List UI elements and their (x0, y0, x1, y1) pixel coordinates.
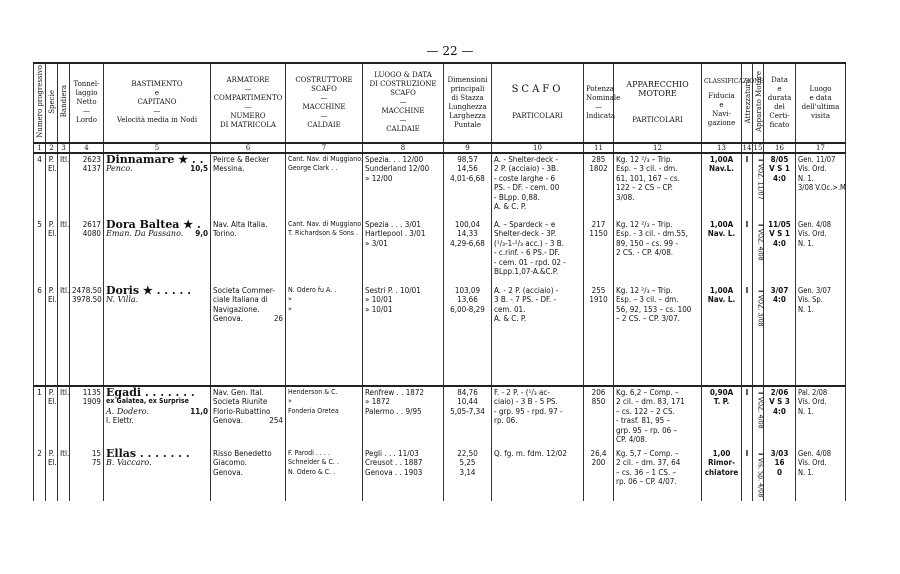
table-row (34, 448, 846, 501)
row-bastimento (104, 386, 211, 448)
row-armatore: Risso Benedetto Giacomo. Genova. (211, 448, 286, 501)
apparato-value: I (756, 453, 765, 456)
header-attrezzatura: Attrezzatura (742, 63, 753, 143)
header-line: — (153, 107, 161, 116)
column-number: 10 (492, 143, 584, 153)
row-potenza: 285 1802 (584, 153, 614, 219)
header-line: Velocità media in Nodi (116, 116, 198, 125)
header-line: — (399, 98, 407, 107)
header-line: — (595, 102, 602, 111)
row-luogo-data: Pegli . . . 11/03 Creusot . . 1887 Genova . . 1903 (363, 448, 444, 501)
captain-name: Eman. Da Passano. (106, 229, 184, 239)
ship-register-table (33, 62, 846, 501)
table-row (34, 386, 846, 448)
row-motore-particolari: Kg. 5,7 – Comp. – 2 cil. – dm. 37, 64 – cs. 36 – 1 CS. – rp. 06 – CP. 4/07. (614, 448, 702, 501)
header-bastimento (104, 63, 211, 143)
header-line: SCAFO (390, 89, 416, 98)
header-line: ficato (769, 120, 790, 129)
captain-name: B. Vaccaro. (106, 458, 152, 468)
row-attrezzatura: I (742, 448, 753, 501)
electrician: I. Elettr. (106, 416, 134, 426)
apparato-value: I (756, 159, 765, 162)
column-number: 11 (584, 143, 614, 153)
row-dimensioni: 22,50 5,25 3,14 (444, 448, 492, 501)
header-line: Netto (76, 98, 97, 107)
row-potenza: 26,4 200 (584, 448, 614, 501)
row-dimensioni: 98,57 14,56 4,01-6,68 (444, 153, 492, 219)
row-motore-particolari: Kg. 12 ²/₃ – Trip. Esp. - 3 cil. - dm.55, 89, 150 – cs. 99 - 2 CS. - CP. 4/08. (614, 219, 702, 285)
header-line: — (244, 102, 252, 111)
row-data-certificato: 3/07 4:0 (764, 285, 796, 385)
table-row (34, 219, 846, 285)
header-armatore (211, 63, 286, 143)
header-line: — (320, 111, 328, 120)
row-apparato-motore (753, 386, 764, 448)
row-bandiera: Itl. (58, 153, 70, 219)
row-luogo-data: Renfrew . . 1872 » 1872 Palermo . . 9/95 (363, 386, 444, 448)
column-number: 8 (363, 143, 444, 153)
row-data-certificato: 3/03 16 0 (764, 448, 796, 501)
ship-name: Dora Baltea ★ . (106, 217, 201, 231)
row-luogo-data: Spezia . . . 3/01 Hartlepool . 3/01 » 3/01 (363, 219, 444, 285)
row-apparato-motore (753, 153, 764, 219)
header-line: Fiducia (708, 92, 735, 101)
captain-name: Penco. (106, 164, 133, 174)
apparato-value: I (756, 392, 765, 395)
row-scafo-particolari: Q. fg. m. fdm. 12/02 (492, 448, 584, 501)
header-line: CALDAIE (307, 120, 341, 129)
row-data-certificato: 2/06 V S 3 4:0 (764, 386, 796, 448)
header-line: — (244, 84, 252, 93)
table-row (34, 285, 846, 385)
header-line: Indicata (586, 111, 616, 120)
row-number: 2 (34, 448, 46, 501)
column-number: 13 (702, 143, 742, 153)
row-armatore: Peirce & Becker Messina. (211, 153, 286, 219)
header-costruttore (286, 63, 363, 143)
header-potenza (584, 63, 621, 143)
column-number: 14 (742, 143, 752, 152)
captain-name: N. Villa. (106, 295, 139, 305)
header-line: NUMERO (230, 111, 266, 120)
ship-name: Dinnamare ★ . . (106, 152, 204, 166)
header-line: Nominale (586, 93, 621, 102)
row-attrezzatura: I (742, 219, 753, 285)
header-line: Certi- (769, 111, 790, 120)
ship-name: Doris ★ . . . . . (106, 283, 192, 297)
row-attrezzatura: I (742, 285, 753, 385)
header-progressivo: Numero progressivo (34, 63, 46, 143)
row-motore-particolari: Kg. 12 ²/₃ – Trip. Esp. – 3 cil. - dm. 61, 101, 167 – cs. 122 – 2 CS – CP. 3/08. (614, 153, 702, 219)
header-line: — (399, 116, 407, 125)
row-luogo-visita: Gen. 4/08 Vis. Ord. N. 1. (796, 448, 846, 501)
column-number: 12 (614, 143, 702, 153)
header-line: COMPARTIMENTO (213, 93, 283, 102)
visit-note-vertical: VOZ. 4/08 (756, 397, 765, 429)
row-costruttore: F. Parodi . . . . Schneider & C. . N. Odero & C. . (286, 448, 363, 501)
row-scafo-particolari: A. - 2 P. (acciaio) - 3 B. - 7 PS. - DF. - cem. 01. A. & C. P. (492, 285, 584, 385)
row-scafo-particolari: A. – Spardeck – e Shelter-deck - 3P. (¹/₃-1-²/₃ acc.) - 3 B. - c.rinf. - 6 PS.- DF. - cem. 01 - rpd. 02 - BLpp.1,07-A.&C.P. (492, 219, 584, 285)
header-line: MACCHINE (381, 107, 425, 116)
row-attrezzatura: I (742, 386, 753, 448)
row-fiducia: 1,00 Rimor- chiatore (702, 448, 742, 501)
row-data-certificato: 11/05 V S 1 4:0 (764, 219, 796, 285)
visit-note-vertical: VOZ. 11/07 (756, 164, 765, 200)
header-line: dell'ultima (801, 102, 840, 111)
row-tonnellaggio: 2623 4137 (70, 153, 104, 219)
row-luogo-data: Spezia. . . 12/00 Sunderland 12/00 » 12/00 (363, 153, 444, 219)
row-tonnellaggio: 2617 4080 (70, 219, 104, 285)
header-dimensioni (444, 63, 492, 143)
row-apparato-motore (753, 448, 764, 501)
header-line: Lordo (76, 116, 97, 125)
apparato-value: I (756, 290, 765, 293)
header-line: Lunghezza (448, 102, 487, 111)
column-number: 6 (211, 143, 286, 153)
row-armatore: Societa Commer- ciale Italiana di Navigazione. 26 Genova. (211, 285, 286, 385)
header-line: BASTIMENTO (131, 80, 183, 89)
header-apparato-motore: Apparato Motore (753, 63, 764, 143)
row-potenza: 217 1150 (584, 219, 614, 285)
row-costruttore: N. Odero fu A. . » » (286, 285, 363, 385)
column-number: 5 (104, 143, 211, 153)
header-line: CALDAIE (386, 125, 420, 134)
header-specie: Specie (46, 63, 58, 143)
column-number: 17 (796, 143, 846, 153)
header-data-certificato (764, 63, 796, 143)
header-line: Navi- (712, 110, 731, 119)
header-line: e (154, 89, 160, 98)
header-line: DI COSTRUZIONE (369, 80, 437, 89)
header-luogo-data (363, 63, 444, 143)
row-tonnellaggio: 15 75 (70, 448, 104, 501)
header-line: MACCHINE (302, 102, 346, 111)
row-luogo-visita: Gen. 3/07 Vis. Sp. N. 1. (796, 285, 846, 385)
row-luogo-visita: Gen. 4/08 Vis. Ord. N. 1. (796, 219, 846, 285)
column-number: 3 (58, 143, 70, 153)
column-number: 2 (46, 143, 58, 153)
header-line: Luogo (809, 84, 832, 93)
row-luogo-data: Sestri P. . 10/01 » 10/01 » 10/01 (363, 285, 444, 385)
speed-knots: 9,0 (195, 229, 208, 239)
header-line: Data (771, 75, 788, 84)
visit-note-vertical: Vis. Sp. 4/08 (756, 458, 765, 498)
row-apparato-motore (753, 285, 764, 385)
row-fiducia: 1,00A Nav. L. (702, 285, 742, 385)
captain-name: A. Dodero. (106, 406, 149, 416)
captain-line (106, 407, 208, 417)
header-line: — (83, 107, 90, 116)
speed-knots: 10,5 (190, 164, 208, 174)
header-scafo-particolari: SCAFO PARTICOLARI (492, 63, 584, 143)
row-bastimento (104, 285, 211, 385)
header-line: Potenza (586, 84, 614, 93)
row-bastimento (104, 153, 211, 219)
page-number: — 22 — (426, 44, 474, 58)
header-line: DI MATRICOLA (220, 120, 276, 129)
column-number: 15 (753, 143, 763, 152)
ship-name: Egadi . . . . . . . (106, 385, 195, 399)
row-number: 6 (34, 285, 46, 385)
header-tonnellaggio (70, 63, 104, 143)
header-line: laggio (75, 89, 98, 98)
row-tonnellaggio: 2478.50 3978.50 (70, 285, 104, 385)
row-costruttore: Cant. Nav. di Muggiano. George Clark . . (286, 153, 363, 219)
row-fiducia: 1,00A Nav. L. (702, 219, 742, 285)
header-line: e (719, 101, 724, 110)
visit-note-vertical: VOZ. 4/08 (756, 229, 765, 261)
header-line: e data (809, 93, 832, 102)
header-line: — (320, 93, 328, 102)
row-scafo-particolari: A. - Shelter-deck - 2 P. (acciaio) - 3B. - coste larghe - 6 PS. - DF. - cem. 00 - BLpp. 0,88. A. & C. P. (492, 153, 584, 219)
row-fiducia: 1,00A Nav.L. (702, 153, 742, 219)
row-dimensioni: 84,76 10,44 5,05-7,34 (444, 386, 492, 448)
apparato-value: I (756, 224, 765, 227)
header-line: CAPITANO (137, 98, 177, 107)
header-luogo-visita (796, 63, 846, 143)
table-row (34, 153, 846, 219)
row-number: 5 (34, 219, 46, 285)
header-line: Larghezza (449, 111, 486, 120)
row-data-certificato: 8/05 V S 1 4:0 (764, 153, 796, 219)
header-line: Puntale (453, 120, 482, 129)
column-number: 1 (34, 143, 46, 153)
row-dimensioni: 103,09 13,66 6,00-8,29 (444, 285, 492, 385)
header-line: visita (810, 111, 830, 120)
header-line: durata (767, 93, 792, 102)
visit-note-vertical: VOZ. 3/08 (756, 295, 765, 327)
row-bandiera: Itl. (58, 448, 70, 501)
column-number: 16 (764, 143, 796, 153)
row-motore-particolari: Kg. 12 ²/₃ – Trip. Esp. – 3 cil. – dm. 56, 92, 153 – cs. 100 – 2 CS. – CP. 3/07. (614, 285, 702, 385)
row-tonnellaggio: 1135 1909 (70, 386, 104, 448)
header-line: del (774, 102, 785, 111)
header-bandiera: Bandiera (58, 63, 70, 143)
row-luogo-visita: Pal. 2/08 Vis. Ord. N. 1. (796, 386, 846, 448)
header-line: e (777, 84, 782, 93)
row-luogo-visita: Gen. 11/07 Vis. Ord. N. 1. 3/08 V.Oc.>.M (796, 153, 846, 219)
header-line: Tonnel- (73, 80, 100, 89)
column-number: 4 (70, 143, 104, 153)
header-line: Dimensioni (447, 75, 488, 84)
row-bastimento (104, 219, 211, 285)
header-motore-particolari: APPARECCHIO MOTORE PARTICOLARI (614, 63, 702, 143)
row-armatore: Nav. Gen. Ital. Societa Riunite Florio-Rubattino 254 Genova. (211, 386, 286, 448)
header-line: principali (450, 84, 485, 93)
row-specie: P. El. (46, 386, 58, 448)
row-specie: P. El. (46, 448, 58, 501)
row-armatore: Nav. Alta Italia. Torino. (211, 219, 286, 285)
header-line: gazione (707, 119, 736, 128)
row-bastimento (104, 448, 211, 501)
row-bandiera: Itl. (58, 386, 70, 448)
header-line: di Stazza (451, 93, 484, 102)
row-bandiera: Itl. (58, 285, 70, 385)
row-attrezzatura: I (742, 153, 753, 219)
row-apparato-motore (753, 219, 764, 285)
column-number: 7 (286, 143, 363, 153)
header-line: COSTRUTTORE (295, 75, 353, 84)
row-potenza: 255 1910 (584, 285, 614, 385)
header-line: ARMATORE (226, 75, 270, 84)
row-bandiera: Itl. (58, 219, 70, 285)
row-costruttore: Cant. Nav. di Muggiano T. Richardson & Sons . (286, 219, 363, 285)
ship-name: Ellas . . . . . . . (106, 446, 190, 460)
row-number: 4 (34, 153, 46, 219)
row-specie: P. El. (46, 153, 58, 219)
row-costruttore: Henderson & C. » Fonderia Oretea (286, 386, 363, 448)
row-potenza: 206 850 (584, 386, 614, 448)
row-fiducia: 0,90A T. P. (702, 386, 742, 448)
header-line: LUOGO & DATA (374, 71, 432, 80)
row-specie: P. El. (46, 219, 58, 285)
row-number: 1 (34, 386, 46, 448)
row-scafo-particolari: F. - 2 P. - (¹/₃ ac- ciaio) - 3 B - 5 PS. - grp. 95 - rpd. 97 - rp. 06. (492, 386, 584, 448)
row-specie: P. El. (46, 285, 58, 385)
ship-former-names: ex Galatea, ex Surprise (106, 397, 189, 406)
column-number: 9 (444, 143, 492, 153)
header-column-numbers (34, 143, 846, 153)
row-motore-particolari: Kg. 6,2 – Comp. – 2 cil. – dm. 83, 171 – cs. 122 – 2 CS. - trasf. 81, 95 – grp. 95 – rp. 06 – CP. 4/08. (614, 386, 702, 448)
row-dimensioni: 100,04 14,33 4,29-6,68 (444, 219, 492, 285)
speed-knots: 11,0 (190, 406, 208, 416)
header-fiducia: CLASSIFICAZIONE Fiducia e Navi- gazione (702, 63, 742, 143)
header-line: SCAFO (311, 84, 337, 93)
